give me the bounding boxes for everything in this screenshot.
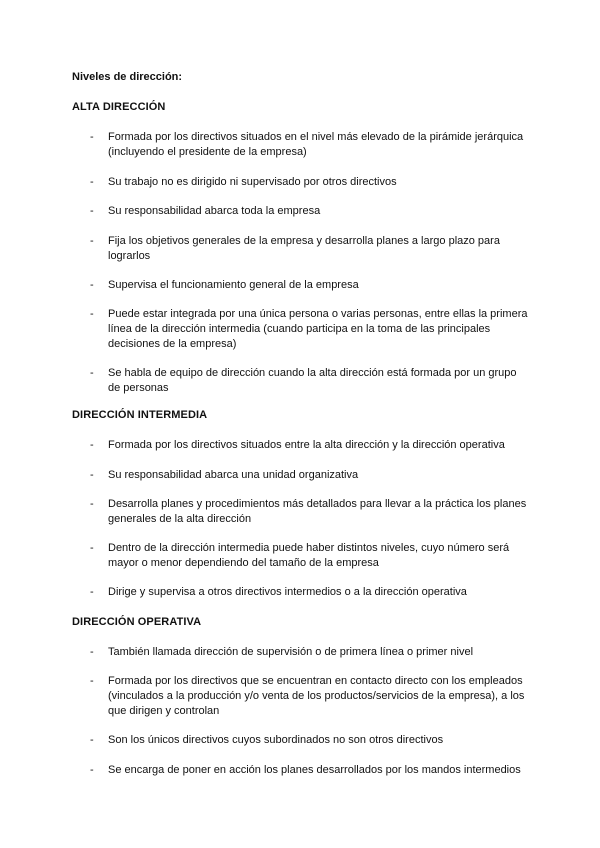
bullet-dash: - (90, 367, 94, 379)
list-item-text: Supervisa el funcionamiento general de la empresa (108, 279, 359, 291)
document-title: Niveles de dirección: (72, 71, 183, 83)
list-item-text: También llamada dirección de supervisión o de primera línea o primer nivel (108, 646, 474, 658)
list-item-text: Se habla de equipo de dirección cuando la alta dirección está formada por un grupo de personas (108, 367, 517, 394)
bullet-dash: - (90, 675, 94, 687)
bullet-dash: - (90, 235, 94, 247)
list-item-text: Desarrolla planes y procedimientos más detallados para llevar a la práctica los planes generales de la alta dirección (108, 498, 527, 525)
list-item-text: Dirige y supervisa a otros directivos intermedios o a la dirección operativa (108, 586, 467, 598)
section-heading-direccion-intermedia: DIRECCIÓN INTERMEDIA (72, 409, 208, 421)
list-item-text: Formada por los directivos situados en el nivel más elevado de la pirámide jerárquica (incluyendo el presidente de la empresa) (108, 131, 524, 158)
bullet-dash: - (90, 469, 94, 481)
list-item-text: Su trabajo no es dirigido ni supervisado por otros directivos (108, 176, 397, 188)
bullet-dash: - (90, 646, 94, 658)
list-item-text: Fija los objetivos generales de la empresa y desarrolla planes a largo plazo para lograrlos (108, 235, 500, 262)
list-item-text: Su responsabilidad abarca toda la empresa (108, 205, 321, 217)
list-item-text: Formada por los directivos situados entre la alta dirección y la dirección operativa (108, 439, 505, 451)
list-item-text: Son los únicos directivos cuyos subordinados no son otros directivos (108, 734, 444, 746)
bullet-dash: - (90, 205, 94, 217)
list-item-text: Puede estar integrada por una única persona o varias personas, entre ellas la primera línea de la dirección intermedia (cuando participa en la toma de las principales decisiones de la empresa) (108, 308, 528, 350)
list-item-text: Dentro de la dirección intermedia puede haber distintos niveles, cuyo número será mayor o menor dependiendo del tamaño de la empresa (108, 542, 510, 569)
bullet-dash: - (90, 542, 94, 554)
bullet-dash: - (90, 279, 94, 291)
bullet-dash: - (90, 734, 94, 746)
bullet-dash: - (90, 764, 94, 776)
list-item-text: Formada por los directivos que se encuentran en contacto directo con los empleados (vinculados a la producción y/o venta de los productos/servicios de la empresa), a los que dirigen y controlan (108, 675, 525, 717)
bullet-dash: - (90, 439, 94, 451)
section-heading-direccion-operativa: DIRECCIÓN OPERATIVA (72, 616, 202, 628)
list-item-text: Su responsabilidad abarca una unidad organizativa (108, 469, 359, 481)
bullet-dash: - (90, 131, 94, 143)
bullet-dash: - (90, 498, 94, 510)
section-heading-alta-direccion: ALTA DIRECCIÓN (72, 101, 166, 113)
bullet-dash: - (90, 586, 94, 598)
bullet-dash: - (90, 308, 94, 320)
bullet-dash: - (90, 176, 94, 188)
list-item-text: Se encarga de poner en acción los planes desarrollados por los mandos intermedios (108, 764, 521, 776)
